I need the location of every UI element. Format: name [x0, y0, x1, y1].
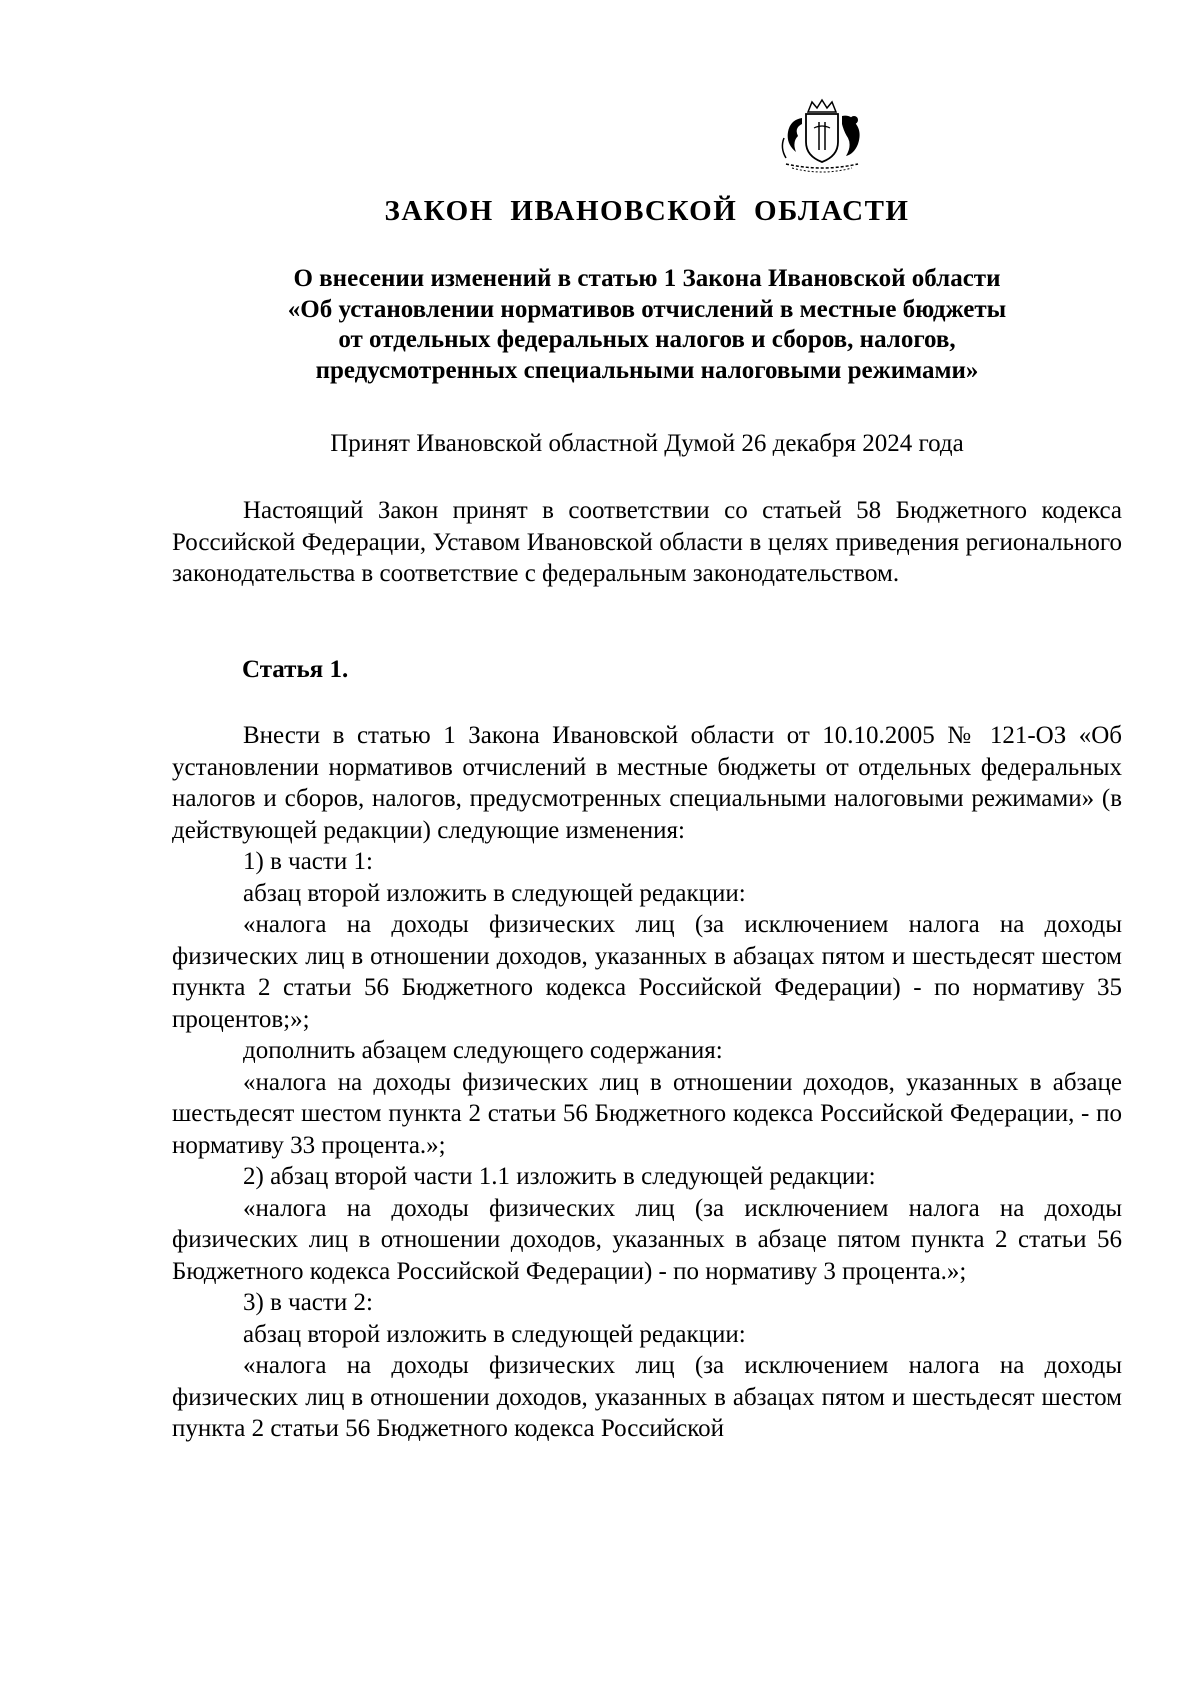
subtitle-line: О внесении изменений в статью 1 Закона Ивановской области — [293, 265, 1001, 292]
adoption-note: Принят Ивановской областной Думой 26 декабря 2024 года — [330, 430, 964, 457]
article-paragraph: дополнить абзацем следующего содержания: — [243, 1037, 723, 1064]
article-paragraph: «налога на доходы физических лиц (за исключением налога на доходы физических лиц в отношении доходов, указанных в абзаце пятом пункта 2 статьи 56 Бюджетного кодекса Российской Федерации) - по нормативу 3 процента.»; — [172, 1194, 1122, 1285]
law-subtitle — [172, 264, 1122, 386]
article-heading: Статья 1. — [242, 656, 349, 683]
article-paragraph: 2) абзац второй части 1.1 изложить в следующей редакции: — [243, 1163, 876, 1190]
subtitle-line: «Об установлении нормативов отчислений в местные бюджеты — [287, 295, 1007, 323]
article-body — [172, 720, 1122, 1445]
law-title: ЗАКОН ИВАНОВСКОЙ ОБЛАСТИ — [384, 195, 910, 227]
article-paragraph: 1) в части 1: — [243, 848, 373, 875]
article-paragraph: Внести в статью 1 Закона Ивановской области от 10.10.2005 № 121-ОЗ «Об установлении нормативов отчислений в местные бюджеты от отдельных федеральных налогов и сборов, налогов, предусмотренных специальными налоговыми режимами» (в действующей редакции) следующие изменения: — [172, 722, 1122, 844]
article-paragraph: «налога на доходы физических лиц в отношении доходов, указанных в абзаце шестьдесят шестом пункта 2 статьи 56 Бюджетного кодекса Российской Федерации, - по нормативу 33 процента.»; — [172, 1068, 1122, 1159]
article-paragraph: абзац второй изложить в следующей редакции: — [243, 879, 746, 907]
subtitle-line: предусмотренных специальными налоговыми режимами» — [315, 356, 979, 384]
article-paragraph: «налога на доходы физических лиц (за исключением налога на доходы физических лиц в отношении доходов, указанных в абзацах пятом и шестьдесят шестом пункта 2 статьи 56 Бюджетного кодекса Российской Федерации) - по нормативу 35 процентов;»; — [172, 911, 1122, 1033]
preamble-paragraph: Настоящий Закон принят в соответствии со статьей 58 Бюджетного кодекса Российской Федерации, Уставом Ивановской области в целях приведения регионального законодательства в соответствие с федеральным законодательством. — [172, 497, 1122, 587]
article-paragraph: «налога на доходы физических лиц (за исключением налога на доходы физических лиц в отношении доходов, указанных в абзацах пятом и шестьдесят шестом пункта 2 статьи 56 Бюджетного кодекса Российской — [172, 1352, 1122, 1442]
article-paragraph: абзац второй изложить в следующей редакции: — [243, 1320, 746, 1348]
ivanovo-coat-of-arms-icon — [772, 98, 872, 178]
subtitle-line: от отдельных федеральных налогов и сборов, налогов, — [338, 326, 956, 353]
preamble — [172, 495, 1122, 590]
article-paragraph: 3) в части 2: — [243, 1289, 373, 1316]
